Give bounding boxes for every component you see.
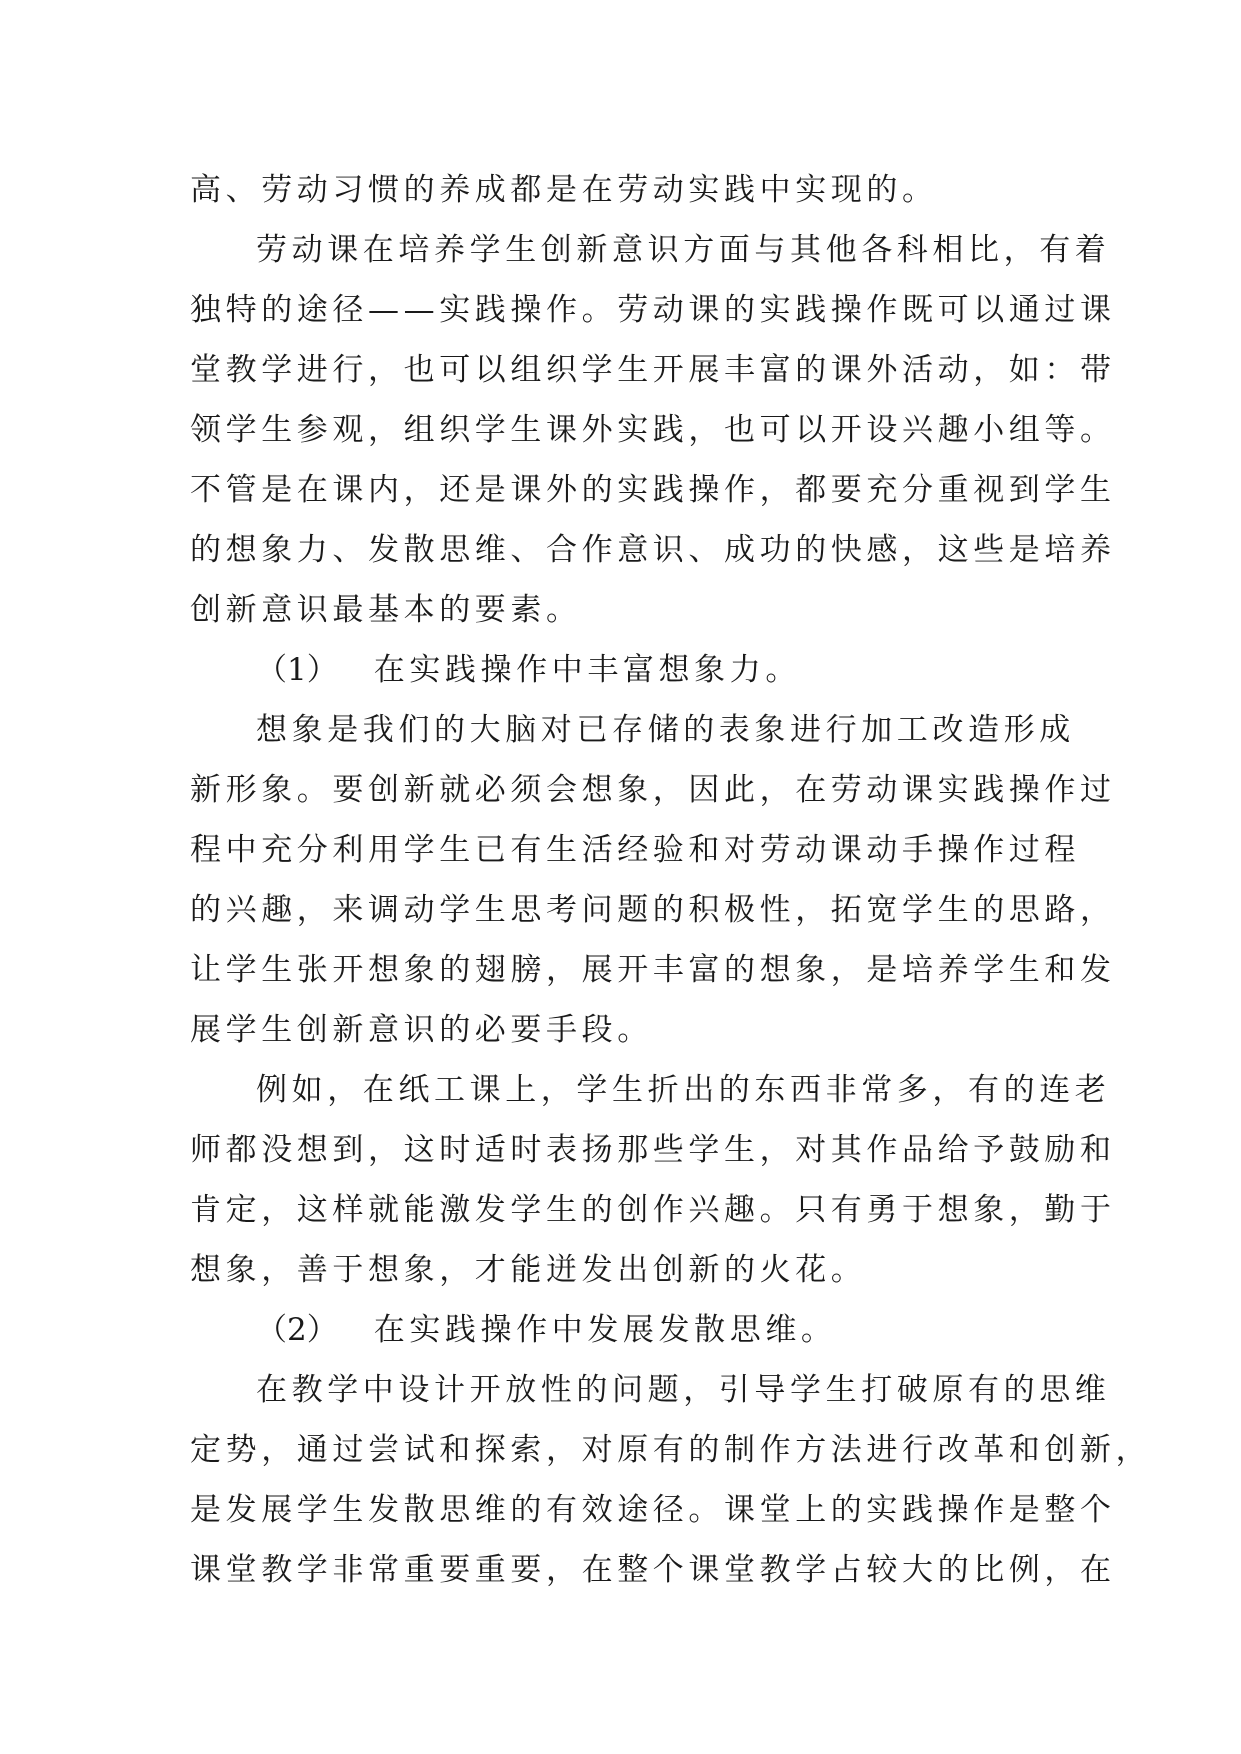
paragraph-line: 领学生参观，组织学生课外实践，也可以开设兴趣小组等。 bbox=[190, 412, 1116, 448]
paragraph-line: 不管是在课内，还是课外的实践操作，都要充分重视到学生 bbox=[190, 472, 1116, 508]
section-heading-1 bbox=[190, 640, 1052, 700]
paragraph-line: 新形象。要创新就必须会想象，因此，在劳动课实践操作过 bbox=[190, 772, 1116, 808]
paragraph-line: 劳动课在培养学生创新意识方面与其他各科相比，有着 bbox=[256, 232, 1111, 268]
paragraph-line: 高、劳动习惯的养成都是在劳动实践中实现的。 bbox=[190, 172, 938, 208]
paragraph-line: 是发展学生发散思维的有效途径。课堂上的实践操作是整个 bbox=[190, 1492, 1116, 1528]
paragraph-line: 课堂教学非常重要重要，在整个课堂教学占较大的比例，在 bbox=[190, 1552, 1116, 1588]
paragraph-line: 肯定，这样就能激发学生的创作兴趣。只有勇于想象，勤于 bbox=[190, 1192, 1116, 1228]
paragraph-line: 师都没想到，这时适时表扬那些学生，对其作品给予鼓励和 bbox=[190, 1132, 1116, 1168]
paragraph-line: 定势，通过尝试和探索，对原有的制作方法进行改革和创新， bbox=[190, 1432, 1152, 1468]
paragraph-line: 创新意识最基本的要素。 bbox=[190, 592, 582, 628]
section-number: （2） bbox=[256, 1312, 338, 1348]
paragraph-line: 在教学中设计开放性的问题，引导学生打破原有的思维 bbox=[256, 1372, 1111, 1408]
paragraph-line: 独特的途径——实践操作。劳动课的实践操作既可以通过课 bbox=[190, 292, 1116, 328]
paragraph-line: 堂教学进行，也可以组织学生开展丰富的课外活动，如：带 bbox=[190, 352, 1116, 388]
body-text bbox=[190, 160, 1152, 1600]
section-heading-2 bbox=[190, 1300, 1052, 1360]
paragraph-line: 的兴趣，来调动学生思考问题的积极性，拓宽学生的思路， bbox=[190, 892, 1116, 928]
paragraph-line: 想象是我们的大脑对已存储的表象进行加工改造形成 bbox=[256, 712, 1075, 748]
section-number: （1） bbox=[256, 652, 338, 688]
paragraph-line: 程中充分利用学生已有生活经验和对劳动课动手操作过程 bbox=[190, 832, 1080, 868]
paragraph-line: 例如，在纸工课上，学生折出的东西非常多，有的连老 bbox=[256, 1072, 1111, 1108]
paragraph-line: 展学生创新意识的必要手段。 bbox=[190, 1012, 653, 1048]
section-title: 在实践操作中发展发散思维。 bbox=[373, 1312, 837, 1348]
section-title: 在实践操作中丰富想象力。 bbox=[373, 652, 801, 688]
paragraph-line: 想象，善于想象，才能迸发出创新的火花。 bbox=[190, 1252, 867, 1288]
paragraph-line: 让学生张开想象的翅膀，展开丰富的想象，是培养学生和发 bbox=[190, 952, 1116, 988]
paragraph-line: 的想象力、发散思维、合作意识、成功的快感，这些是培养 bbox=[190, 532, 1116, 568]
